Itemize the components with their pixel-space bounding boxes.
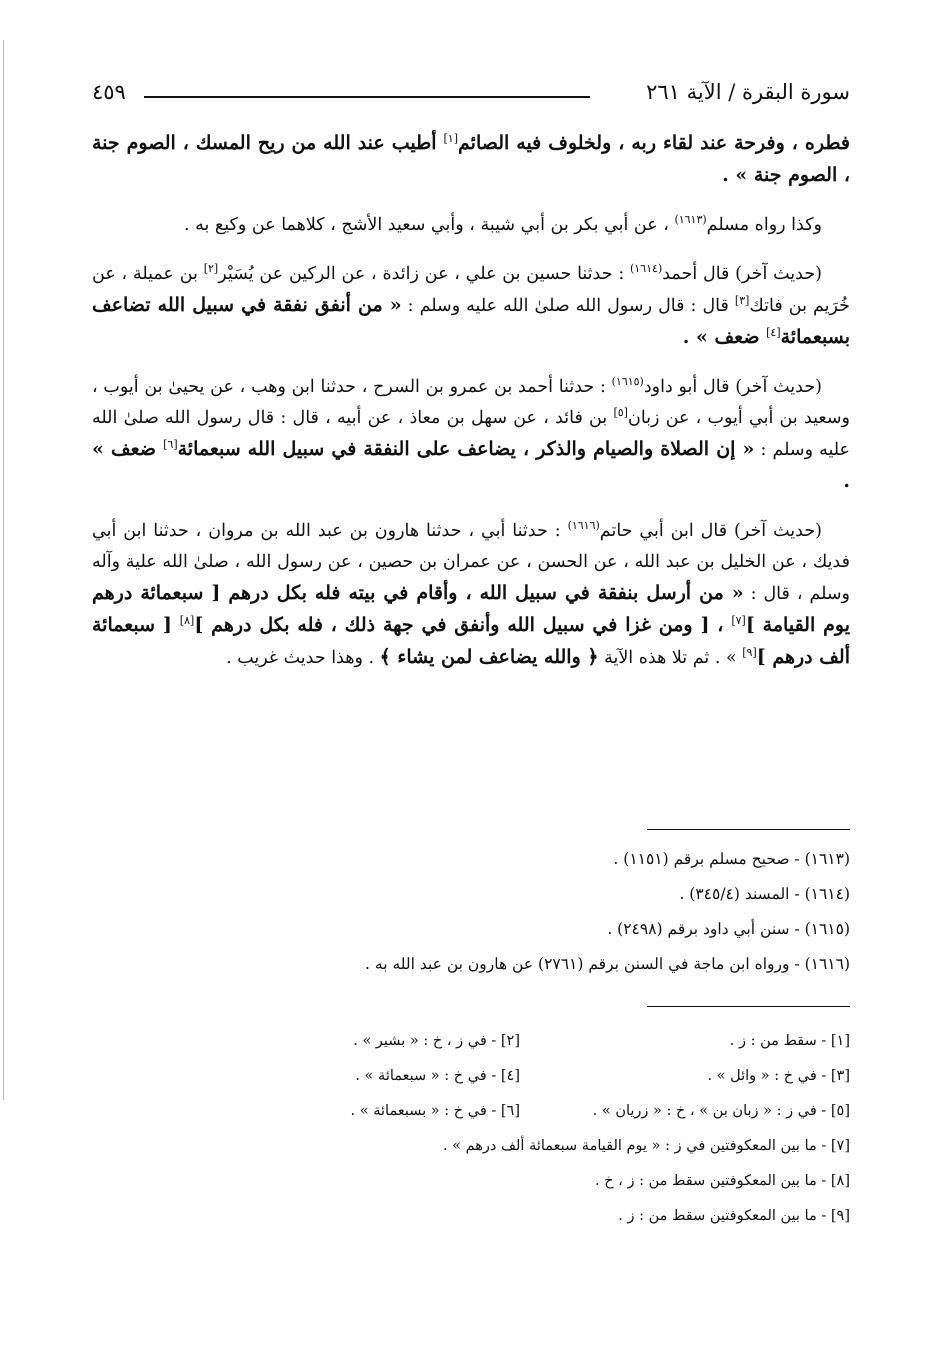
variant-note: [٨] - ما بين المعكوفتين سقط من : ز ، خ . — [595, 1173, 850, 1189]
hadith-text: ضعف » . — [682, 326, 767, 348]
paragraph-text: : حدثنا أحمد بن عمرو بن السرح ، حدثنا ابن وهب ، عن يحيىٰ بن أيوب ، وسعيد بن أبي أيوب ، عن زبان — [92, 377, 850, 428]
hadith-text: ، [ ومن غزا في سبيل الله وأنفق في جهة ذلك ، فله بكل درهم ] — [194, 614, 732, 636]
hadith-text: فطره ، وفرحة عند لقاء ربه ، ولخلوف فيه الصائم — [458, 132, 850, 154]
paragraph-2 — [92, 210, 850, 241]
paragraph-text: بن عميلة ، عن خُرَيم بن فاتك — [92, 264, 850, 316]
variant-note: [٦] - في خ : « بسبعمائة » . — [350, 1103, 520, 1119]
footnote-ref: [١] — [443, 132, 459, 146]
variant-row — [190, 1199, 850, 1234]
paragraph-text: قال : قال رسول الله صلىٰ الله عليه وسلم : — [401, 296, 735, 316]
paragraph-text: ، عن أبي بكر بن أبي شيبة ، وأبي سعيد الأشج ، كلاهما عن وكيع به . — [183, 215, 675, 235]
paragraph-text: : حدثنا أبي ، حدثنا هارون بن عبد الله بن مروان ، حدثنا ابن أبي فديك ، عن الخليل بن عبد الله ، عن الحسن ، عن عمران بن حصين ، عن رسول الله ، صلىٰ الله علية وآله وسلم ، قال : — [92, 521, 850, 604]
paragraph-3 — [92, 259, 850, 354]
paragraph-4 — [92, 372, 850, 498]
footnotes — [200, 842, 850, 982]
paragraph-text: : حدثنا حسين بن علي ، عن زائدة ، عن الركين عن يُسَيْر — [218, 264, 630, 284]
variant-ref: [٤] — [766, 326, 781, 340]
paragraph-1 — [92, 128, 850, 192]
page-number: ٤٥٩ — [92, 80, 126, 104]
footnote-ref: (١٦١٥) — [611, 375, 644, 389]
paragraph-text: (حديث آخر) قال أبو داود — [643, 377, 822, 397]
footnote-ref: (١٦١٦) — [567, 519, 600, 533]
variant-notes — [190, 1024, 850, 1234]
variant-ref: [٣] — [734, 294, 750, 308]
quran-verse: ﴿ والله يضاعف لمن يشاء ﴾ — [379, 646, 599, 668]
variant-note: [٣] - في خ : « وائل » . — [707, 1068, 850, 1084]
variant-ref: [٨] — [179, 614, 195, 628]
hadith-text: ضعف » . — [92, 438, 850, 492]
footnote-separator — [647, 829, 850, 830]
variant-ref: [٢] — [203, 262, 219, 276]
variant-note: [٩] - ما بين المعكوفتين سقط من : ز . — [618, 1208, 850, 1224]
footnote-ref: (١٦١٣) — [674, 213, 707, 227]
footnote: (١٦١٤) - المسند (٣٤٥/٤) . — [679, 885, 850, 903]
hadith-text: [ سبعمائة ألف درهم ] — [92, 614, 850, 668]
variant-note: [٥] - في ز : « زبان بن » ، خ : « زريان » . — [592, 1103, 850, 1119]
variant-ref: [٥] — [613, 406, 628, 420]
paragraph-text: وكذا رواه مسلم — [706, 215, 822, 235]
page-edge-line — [3, 40, 4, 1100]
hadith-text: « من أنفق نفقة في سبيل الله تضاعف بسبعمائة — [92, 294, 850, 348]
paragraph-text: » . ثم تلا هذه الآية — [598, 648, 743, 668]
variant-row — [190, 1164, 850, 1199]
paragraph-text: (حديث آخر) قال ابن أبي حاتم — [599, 521, 822, 541]
hadith-text: « إن الصلاة والصيام والذكر ، يضاعف على النفقة في سبيل الله سبعمائة — [177, 438, 755, 460]
footnote: (١٦١٥) - سنن أبي داود برقم (٢٤٩٨) . — [607, 920, 850, 938]
variant-note: [٧] - ما بين المعكوفتين في ز : « يوم القيامة سبعمائة ألف درهم » . — [442, 1138, 850, 1154]
footnote-ref: (١٦١٤) — [630, 262, 663, 276]
variant-note: [٤] - في خ : « سبعمائة » . — [355, 1068, 520, 1084]
paragraph-text: . وهذا حديث غريب . — [226, 648, 380, 668]
hadith-text: « من أرسل بنفقة في سبيل الله ، وأقام في بيته فله بكل درهم [ سبعمائة درهم يوم القيامة ] — [92, 582, 850, 636]
footnote: (١٦١٦) - ورواه ابن ماجة في السنن برقم (٢٧٦١) عن هارون بن عبد الله به . — [365, 955, 850, 973]
variant-ref: [٩] — [742, 646, 757, 660]
paragraph-text: بن فائد ، عن سهل بن معاذ ، عن أبيه ، قال : قال رسول الله صلىٰ الله عليه وسلم : — [92, 408, 850, 460]
paragraph-text: (حديث آخر) قال أحمد — [662, 264, 822, 284]
variant-row — [190, 1024, 850, 1059]
main-text — [92, 128, 850, 692]
footnote: (١٦١٣) - صحيح مسلم برقم (١١٥١) . — [613, 850, 850, 868]
variant-ref: [٦] — [163, 438, 178, 452]
variant-note: [٢] - في ز ، خ : « بشير » . — [353, 1033, 520, 1049]
running-title: سورة البقرة / الآية ٢٦١ — [646, 80, 850, 104]
header-rule — [144, 96, 590, 98]
variant-ref: [٧] — [731, 614, 746, 628]
page-header — [92, 76, 850, 112]
variant-note: [١] - سقط من : ز . — [729, 1033, 850, 1049]
variant-row — [190, 1129, 850, 1164]
variant-row — [190, 1094, 850, 1129]
variant-separator — [647, 1006, 850, 1007]
paragraph-5 — [92, 516, 850, 674]
variant-row — [190, 1059, 850, 1094]
hadith-text: أطيب عند الله من ريح المسك ، الصوم جنة ، الصوم جنة » . — [92, 132, 850, 186]
